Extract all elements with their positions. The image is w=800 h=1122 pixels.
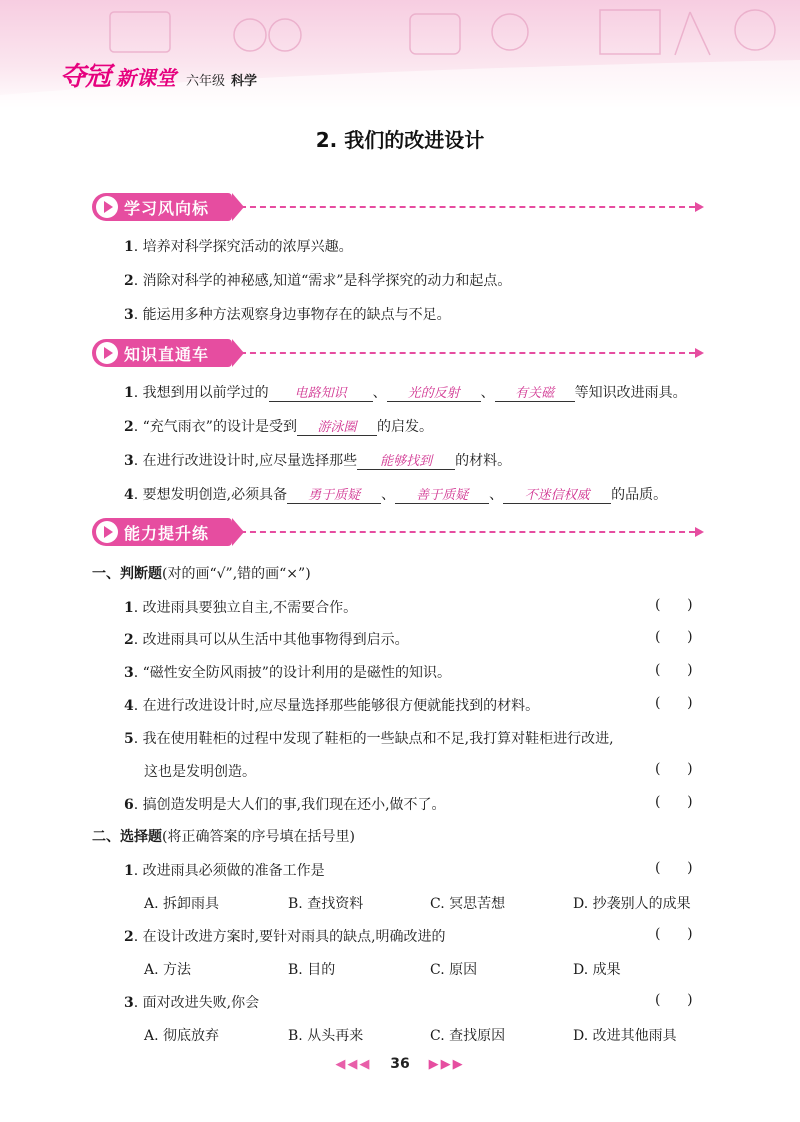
- section-pill: [92, 339, 232, 367]
- knowledge-item: 3. 在进行改进设计时,应尽量选择那些 能够找到 的材料。: [124, 450, 511, 470]
- dashed-divider: [240, 352, 695, 354]
- choice-option: A. 拆卸雨具: [144, 896, 220, 912]
- judge-question: 6. 搞创造发明是大人们的事,我们现在还小,做不了。: [124, 797, 446, 813]
- choice-option: D. 改进其他雨具: [573, 1028, 677, 1044]
- objective-item: 2. 消除对科学的神秘感,知道“需求”是科学探究的动力和起点。: [124, 273, 512, 289]
- answer-parentheses[interactable]: ( ): [655, 629, 693, 645]
- knowledge-item: 2. “充气雨衣”的设计是受到 游泳圈 的启发。: [124, 416, 433, 436]
- section-pill: [92, 518, 232, 546]
- play-icon: [96, 196, 118, 218]
- answer-parentheses[interactable]: ( ): [655, 662, 693, 678]
- section-label: 知识直通车: [124, 345, 210, 364]
- right-arrows-icon: ▶▶▶: [428, 1057, 465, 1072]
- answer-blank: 善于质疑: [395, 484, 489, 504]
- judge-question: 2. 改进雨具可以从生活中其他事物得到启示。: [124, 632, 409, 648]
- answer-parentheses[interactable]: ( ): [655, 695, 693, 711]
- brand-main: 夺冠: [60, 62, 111, 92]
- choice-question: 1. 改进雨具必须做的准备工作是: [124, 863, 325, 879]
- choice-option: D. 成果: [573, 962, 621, 978]
- choice-option: A. 方法: [144, 962, 192, 978]
- answer-blank: 勇于质疑: [287, 484, 381, 504]
- judge-question-continued: 这也是发明创造。: [144, 764, 256, 780]
- choice-option: C. 冥思苦想: [430, 896, 506, 912]
- choice-question: 3. 面对改进失败,你会: [124, 995, 260, 1011]
- choice-question: 2. 在设计改进方案时,要针对雨具的缺点,明确改进的: [124, 929, 446, 945]
- judge-question: 4. 在进行改进设计时,应尽量选择那些能够很方便就能找到的材料。: [124, 698, 540, 714]
- choice-option: C. 原因: [430, 962, 478, 978]
- section-label: 能力提升练: [124, 524, 210, 543]
- answer-blank: 电路知识: [269, 382, 373, 402]
- answer-parentheses[interactable]: ( ): [655, 794, 693, 810]
- answer-parentheses[interactable]: ( ): [655, 992, 693, 1008]
- page-number: 36: [390, 1056, 410, 1072]
- brand-logo: [60, 56, 257, 93]
- header-decoration: [0, 0, 800, 110]
- judge-heading: 一、判断题(对的画“√”,错的画“×”): [92, 566, 311, 582]
- answer-blank: 能够找到: [357, 450, 455, 470]
- arrow-right-icon: [695, 527, 704, 537]
- knowledge-item: 4. 要想发明创造,必须具备 勇于质疑 、 善于质疑 、 不迷信权威 的品质。: [124, 484, 667, 504]
- objective-item: 3. 能运用多种方法观察身边事物存在的缺点与不足。: [124, 307, 451, 323]
- judge-question: 1. 改进雨具要独立自主,不需要合作。: [124, 600, 358, 616]
- choice-heading: 二、选择题(将正确答案的序号填在括号里): [92, 829, 355, 845]
- answer-parentheses[interactable]: ( ): [655, 926, 693, 942]
- choice-option: C. 查找原因: [430, 1028, 506, 1044]
- section-header-knowledge: [92, 339, 712, 369]
- choice-option: D. 抄袭别人的成果: [573, 896, 691, 912]
- section-header-practice: [92, 518, 712, 548]
- dashed-divider: [240, 206, 695, 208]
- section-pill: [92, 193, 232, 221]
- arrow-right-icon: [695, 202, 704, 212]
- choice-option: A. 彻底放弃: [144, 1028, 220, 1044]
- answer-blank: 不迷信权威: [503, 484, 611, 504]
- dashed-divider: [240, 531, 695, 533]
- page-footer: [0, 1056, 800, 1072]
- knowledge-item: 1. 我想到用以前学过的 电路知识 、 光的反射 、 有关磁 等知识改进雨具。: [124, 382, 687, 402]
- answer-parentheses[interactable]: ( ): [655, 761, 693, 777]
- answer-parentheses[interactable]: ( ): [655, 597, 693, 613]
- header-banner: [0, 0, 800, 110]
- judge-question: 3. “磁性安全防风雨披”的设计利用的是磁性的知识。: [124, 665, 451, 681]
- play-icon: [96, 342, 118, 364]
- judge-question: 5. 我在使用鞋柜的过程中发现了鞋柜的一些缺点和不足,我打算对鞋柜进行改进,: [124, 731, 614, 747]
- arrow-right-icon: [695, 348, 704, 358]
- choice-option: B. 目的: [288, 962, 336, 978]
- grade-label: 六年级: [186, 74, 226, 89]
- answer-blank: 光的反射: [387, 382, 481, 402]
- section-label: 学习风向标: [124, 199, 210, 218]
- answer-blank: 有关磁: [495, 382, 575, 402]
- page-title: 2. 我们的改进设计: [315, 128, 485, 152]
- answer-blank: 游泳圈: [297, 416, 377, 436]
- choice-option: B. 从头再来: [288, 1028, 364, 1044]
- brand-sub: 新课堂: [116, 66, 177, 90]
- answer-parentheses[interactable]: ( ): [655, 860, 693, 876]
- subject-label: 科学: [231, 74, 258, 89]
- section-header-objectives: [92, 193, 712, 223]
- choice-option: B. 查找资料: [288, 896, 364, 912]
- objective-item: 1. 培养对科学探究活动的浓厚兴趣。: [124, 239, 353, 255]
- left-arrows-icon: ◀◀◀: [335, 1057, 372, 1072]
- play-icon: [96, 521, 118, 543]
